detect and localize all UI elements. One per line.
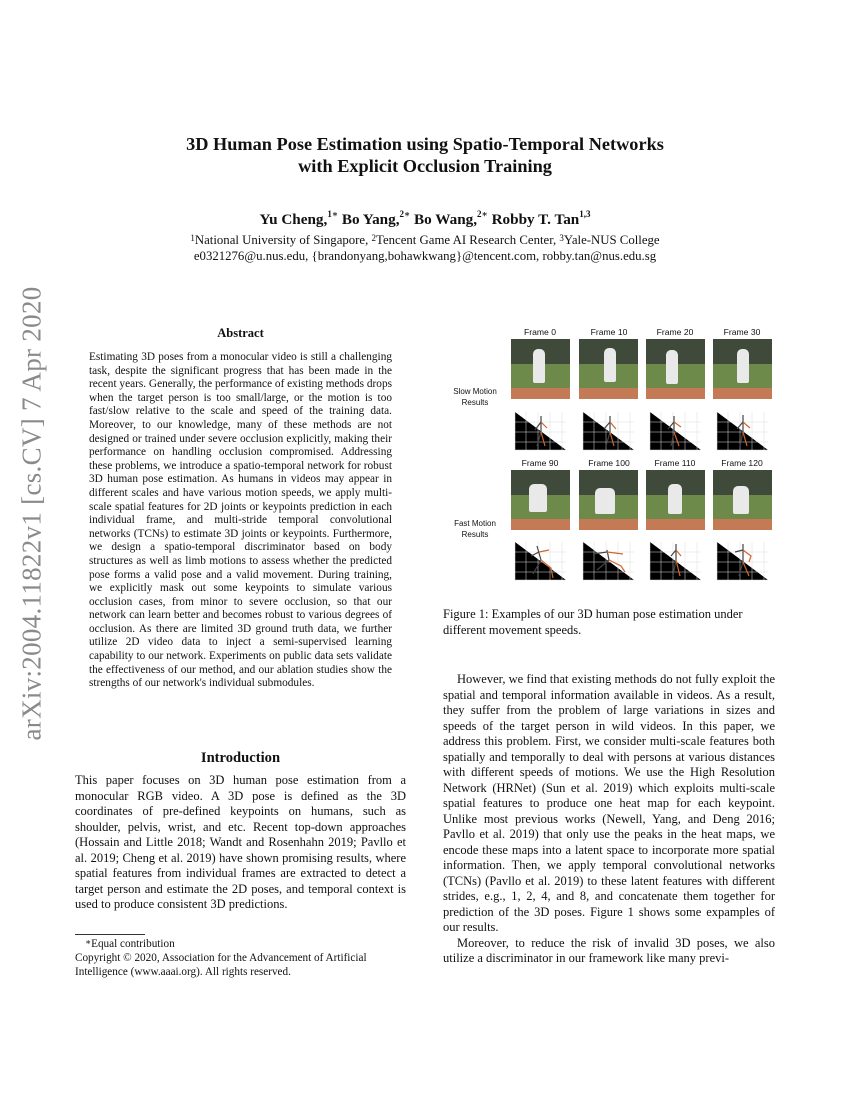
author-2: Bo Yang, — [341, 211, 400, 228]
footnote-rule — [75, 934, 145, 935]
pose-3d-plot — [713, 532, 772, 588]
pose-3d-plot — [646, 402, 705, 458]
pose-3d-plot — [713, 402, 772, 458]
video-frame — [579, 339, 638, 399]
email-line[interactable]: e0321276@u.nus.edu, {brandonyang,bohawkwang}@tencent.com, robby.tan@nus.edu.sg — [193, 249, 657, 263]
author-4-mark: 1,3 — [579, 209, 591, 219]
figure-caption: Figure 1: Examples of our 3D human pose estimation under different movement speeds. — [443, 607, 743, 637]
author-1: Yu Cheng, — [259, 211, 328, 228]
video-frame — [646, 339, 705, 399]
title-line-2: with Explicit Occlusion Training — [298, 156, 552, 176]
pose-3d-plot — [646, 532, 705, 588]
video-frame — [511, 470, 570, 530]
affiliation-line — [0, 232, 850, 248]
right-column-body — [443, 672, 775, 967]
pose-3d-plot — [579, 532, 638, 588]
row-label-fast-line-2: Results — [461, 530, 489, 539]
pose-3d-plot — [511, 532, 570, 588]
paragraph: Moreover, to reduce the risk of invalid 3D poses, we also utilize a discriminator in our framework like many previ- — [443, 935, 775, 965]
frame-label: Frame 100 — [588, 458, 630, 468]
copyright-notice: Copyright © 2020, Association for the Advancement of Artificial Intelligence (www.aaai.org). All rights reserved. — [75, 952, 367, 978]
pose-3d-plot — [511, 402, 570, 458]
footnote-mark: ∗ — [85, 937, 92, 947]
affil-mark-3: 3 — [559, 233, 564, 243]
author-2-mark: 2∗ — [399, 209, 411, 219]
row-label-fast-line-1: Fast Motion — [454, 519, 496, 528]
row-label-slow — [443, 386, 507, 408]
video-frame — [646, 470, 705, 530]
affil-mark-2: 2 — [371, 233, 377, 243]
video-frame — [713, 339, 772, 399]
author-4: Robby T. Tan — [491, 211, 580, 228]
paragraph: However, we find that existing methods do not fully exploit the spatial and temporal information available in videos. As a result, they suffer from the problem of large variations in sizes and speeds of the target person in wild videos. In this paper, we address this problem. First, we consider multi-scale features both spatially and temporally to deal with persons at various distances with different speeds of motions. We use the High Resolution Network (HRNet) (Sun et al. 2019) which exploits multi-scale spatial features to produce one heat map for each keypoint. Unlike most previous works (Newell, Yang, and Deng 2016; Pavllo et al. 2019) that only use the peaks in the heat maps, we encode these maps into a latent space to incorporate more spatial information. Then, we apply temporal convolutional networks (TCNs) (Pavllo et al. 2019) to these latent features with different strides, e.g., 1, 2, 4, and 8, and concatenate them together for prediction of the 3D poses. Figure 1 shows some expamples of our results. — [443, 672, 775, 934]
paper-title — [0, 133, 850, 177]
introduction-text: This paper focuses on 3D human pose estimation from a monocular RGB video. A 3D pose is defined as the 3D coordinates of pre-defined keypoints on humans, such as shoulder, pelvis, wrist, and etc. Recent top-down approaches (Hossain and Little 2018; Wandt and Rosenhahn 2019; Pavllo et al. 2019; Cheng et al. 2019) have shown promising results, where spatial features from individual frames are extracted to detect a target person and estimate the 2D poses, and temporal context is used to produce consistent 3D predictions. — [75, 773, 406, 911]
affil-1: National University of Singapore, — [194, 233, 372, 247]
frame-label: Frame 30 — [723, 327, 761, 337]
frame-label: Frame 20 — [656, 327, 694, 337]
frame-label: Frame 0 — [524, 327, 556, 337]
author-3-mark: 2∗ — [477, 209, 488, 219]
figure-1 — [443, 322, 775, 592]
frame-label: Frame 90 — [521, 458, 559, 468]
frame-label: Frame 10 — [590, 327, 628, 337]
introduction-heading: Introduction — [200, 750, 281, 766]
footnote — [75, 937, 406, 979]
row-label-slow-line-2: Results — [461, 398, 489, 407]
author-3: Bo Wang, — [414, 211, 478, 228]
abstract-heading: Abstract — [217, 326, 264, 340]
arxiv-stamp: arXiv:2004.11822v1 [cs.CV] 7 Apr 2020 — [16, 286, 47, 741]
row-label-fast — [443, 518, 507, 540]
abstract-body — [89, 351, 392, 691]
video-frame — [579, 470, 638, 530]
author-1-mark: 1∗ — [327, 209, 339, 219]
footnote-text: Equal contribution — [91, 938, 175, 950]
affil-2: Tencent Game AI Research Center, — [376, 233, 560, 247]
row-label-slow-line-1: Slow Motion — [453, 387, 497, 396]
title-line-1: 3D Human Pose Estimation using Spatio-Temporal Networks — [186, 134, 664, 154]
author-list — [0, 211, 850, 229]
affil-3: Yale-NUS College — [563, 233, 660, 247]
abstract-text: Estimating 3D poses from a monocular video is still a challenging task, despite the significant progress that has been made in the recent years. Generally, the performance of existing methods drops when the target person is too small/large, or the motion is too fast/slow relative to the scale and speed of the training data. Moreover, to our knowledge, many of these methods are not designed or trained under severe occlusion explicitly, making their performance on handling occlusion compromised. Addressing these problems, we introduce a spatio-temporal network for robust 3D human pose estimation. As humans in videos may appear in different scales and have various motion speeds, we apply multi-scale spatial features for 2D joints or keypoints prediction in each individual frame, and multi-stride temporal convolutional networks (TCNs) to estimate 3D joints or keypoints. Furthermore, we design a spatio-temporal discriminator based on body structures as well as limb motions to assess whether the predicted pose forms a valid pose and a valid movement. During training, we explicitly mask out some keypoints to simulate various occlusion cases, from minor to severe occlusion, so that our network can learn better and becomes robust to various degrees of occlusion. As there are limited 3D ground truth data, we further utilize 2D video data to inject a semi-supervised learning capability to our network. Experiments on public data sets validate the effectiveness of our method, and our ablation studies show the strengths of our network's individual submodules. — [89, 351, 392, 690]
affil-mark-1: 1 — [190, 233, 195, 243]
frame-label: Frame 120 — [721, 458, 763, 468]
affiliations — [0, 232, 850, 264]
introduction-body — [75, 773, 406, 913]
video-frame — [713, 470, 772, 530]
video-frame — [511, 339, 570, 399]
pose-3d-plot — [579, 402, 638, 458]
frame-label: Frame 110 — [654, 458, 696, 468]
